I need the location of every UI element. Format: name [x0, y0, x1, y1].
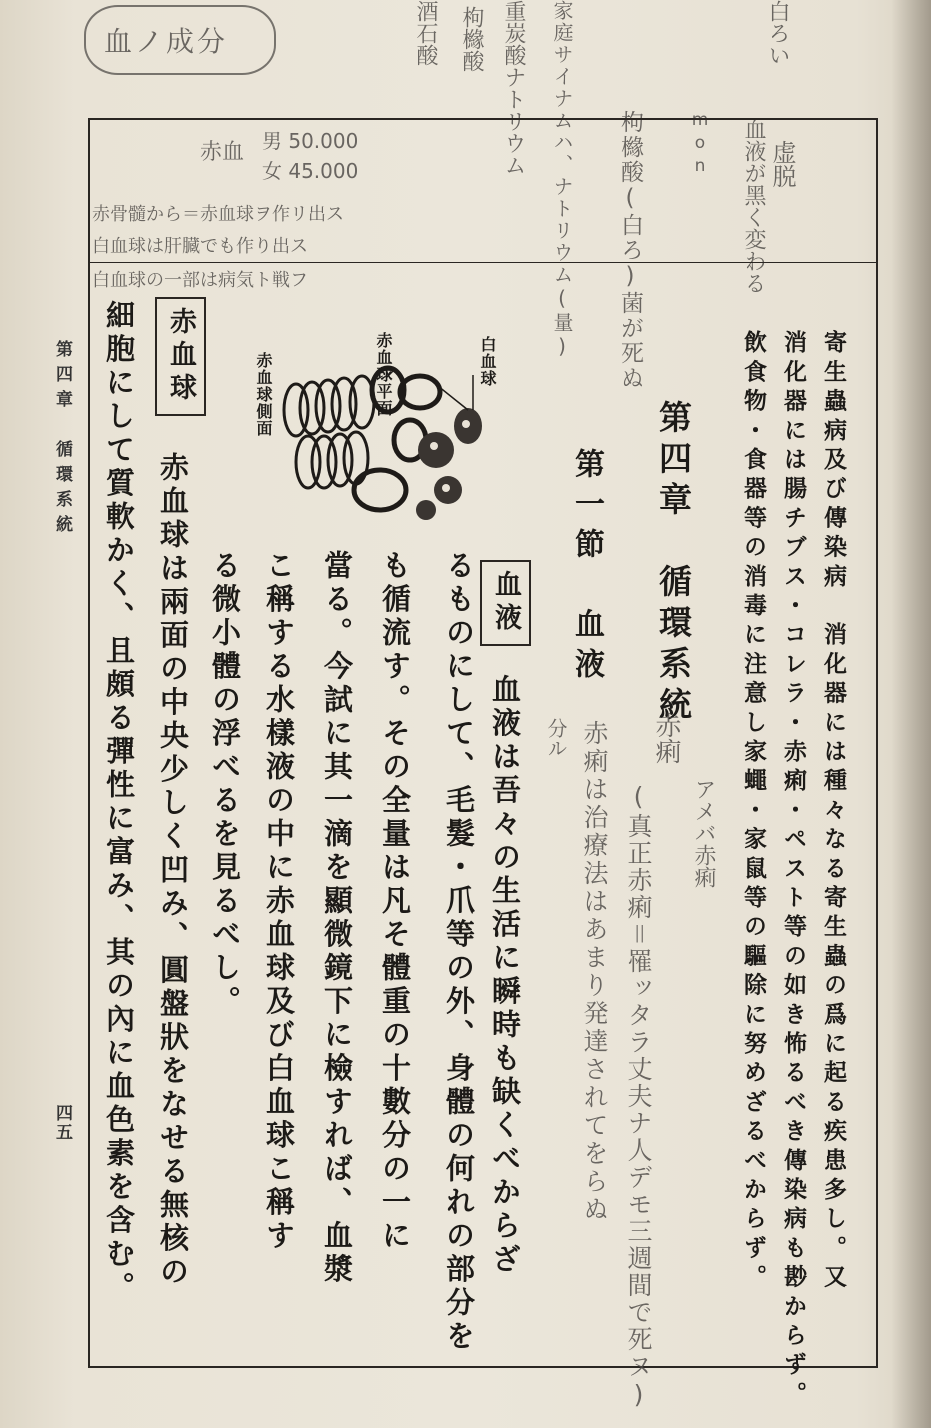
section-title: 第一節 血液 [569, 448, 604, 688]
blood-line-2: るものにして、毛髮・爪等の外、身體の何れの部分を [442, 550, 476, 1354]
handwritten-note: 男 50.000 [262, 129, 359, 153]
handwritten-note: 虚脱 [768, 140, 796, 188]
handwritten-note: 重炭酸ナトリウム [501, 0, 526, 176]
handwritten-note: 血液が黑く変わる [741, 118, 766, 294]
handwritten-note: 白血球は肝臓でも作り出ス [92, 236, 308, 257]
handwritten-note: 白血球の一部は病気ト戦フ [92, 270, 308, 291]
blood-box-label: 血液 [480, 560, 531, 646]
blood-line-5: こ稱する水樣液の中に赤血球及び白血球こ稱す [262, 550, 296, 1254]
label-wbc: 白血球 [478, 336, 497, 387]
handwritten-note: 分ル [544, 718, 568, 758]
rbc-box-label: 赤血球 [155, 297, 206, 416]
blood-line-3: も循流す。その全量は凡そ體重の十數分の一に [378, 550, 412, 1254]
handwritten-note: 赤血 [200, 140, 245, 165]
label-rbc-side: 赤血球側面 [254, 352, 273, 437]
rbc-line-1: 赤血球は兩面の中央少しく凹み、圓盤狀をなせる無核の [156, 452, 190, 1290]
handwritten-note: 酒石酸 [413, 0, 438, 66]
page-gutter-shadow [891, 0, 931, 1428]
handwritten-note: アメバ赤痢 [691, 778, 716, 888]
label-rbc-flat: 赤血球平面 [374, 332, 393, 417]
page-number: 四五 [52, 1104, 72, 1142]
handwritten-note: 枸櫞酸 [459, 6, 484, 72]
handwritten-note: 家庭サイナムハ、ナトリウム(量) [550, 0, 574, 360]
intro-line-1: 寄生蟲病及び傳染病 消化器には種々なる寄生蟲の爲に起る疾患多し。又 [820, 330, 847, 1294]
blood-line-6: る微小體の浮べるを見るべし。 [208, 550, 242, 1019]
intro-line-2: 消化器には腸チブス・コレラ・赤痢・ペスト等の如き怖るべき傳染病も尠からず。 [780, 330, 807, 1411]
running-head: 第四章 循環系統 [52, 340, 72, 540]
header-rule [88, 262, 878, 263]
handwritten-note: mon [690, 110, 710, 179]
handwritten-note: 赤痢 [651, 712, 681, 764]
handwritten-note: 枸櫞酸(白ろ)菌が死ぬ [617, 110, 643, 391]
rbc-line-2: 細胞にして質軟かく、且頗る彈性に富み、其の內に血色素を含む。 [102, 300, 136, 1305]
handwritten-oval-note: 血ノ成分 [104, 25, 229, 58]
handwritten-note: 白ろい [765, 0, 790, 66]
blood-line-1: 血液は吾々の生活に瞬時も缺くべからざ [488, 674, 522, 1277]
handwritten-note: 女 45.000 [262, 159, 359, 183]
handwritten-note: (真正赤痢＝罹ッタラ丈夫ナ人デモ三週間で死ヌ) [624, 782, 653, 1411]
blood-line-4: 當る。今試に其一滴を顯微鏡下に檢すれば、血漿 [320, 550, 354, 1287]
handwritten-note: 赤骨髓から＝赤血球ヲ作リ出ス [92, 204, 344, 225]
chapter-title: 第四章 循環系統 [654, 400, 693, 728]
handwritten-note: 赤痢は治療法はあまり発達されてをらぬ [580, 720, 609, 1224]
intro-line-3: 飲食物・食器等の消毒に注意し家蠅・家鼠等の驅除に努めざるべからず。 [740, 330, 767, 1294]
